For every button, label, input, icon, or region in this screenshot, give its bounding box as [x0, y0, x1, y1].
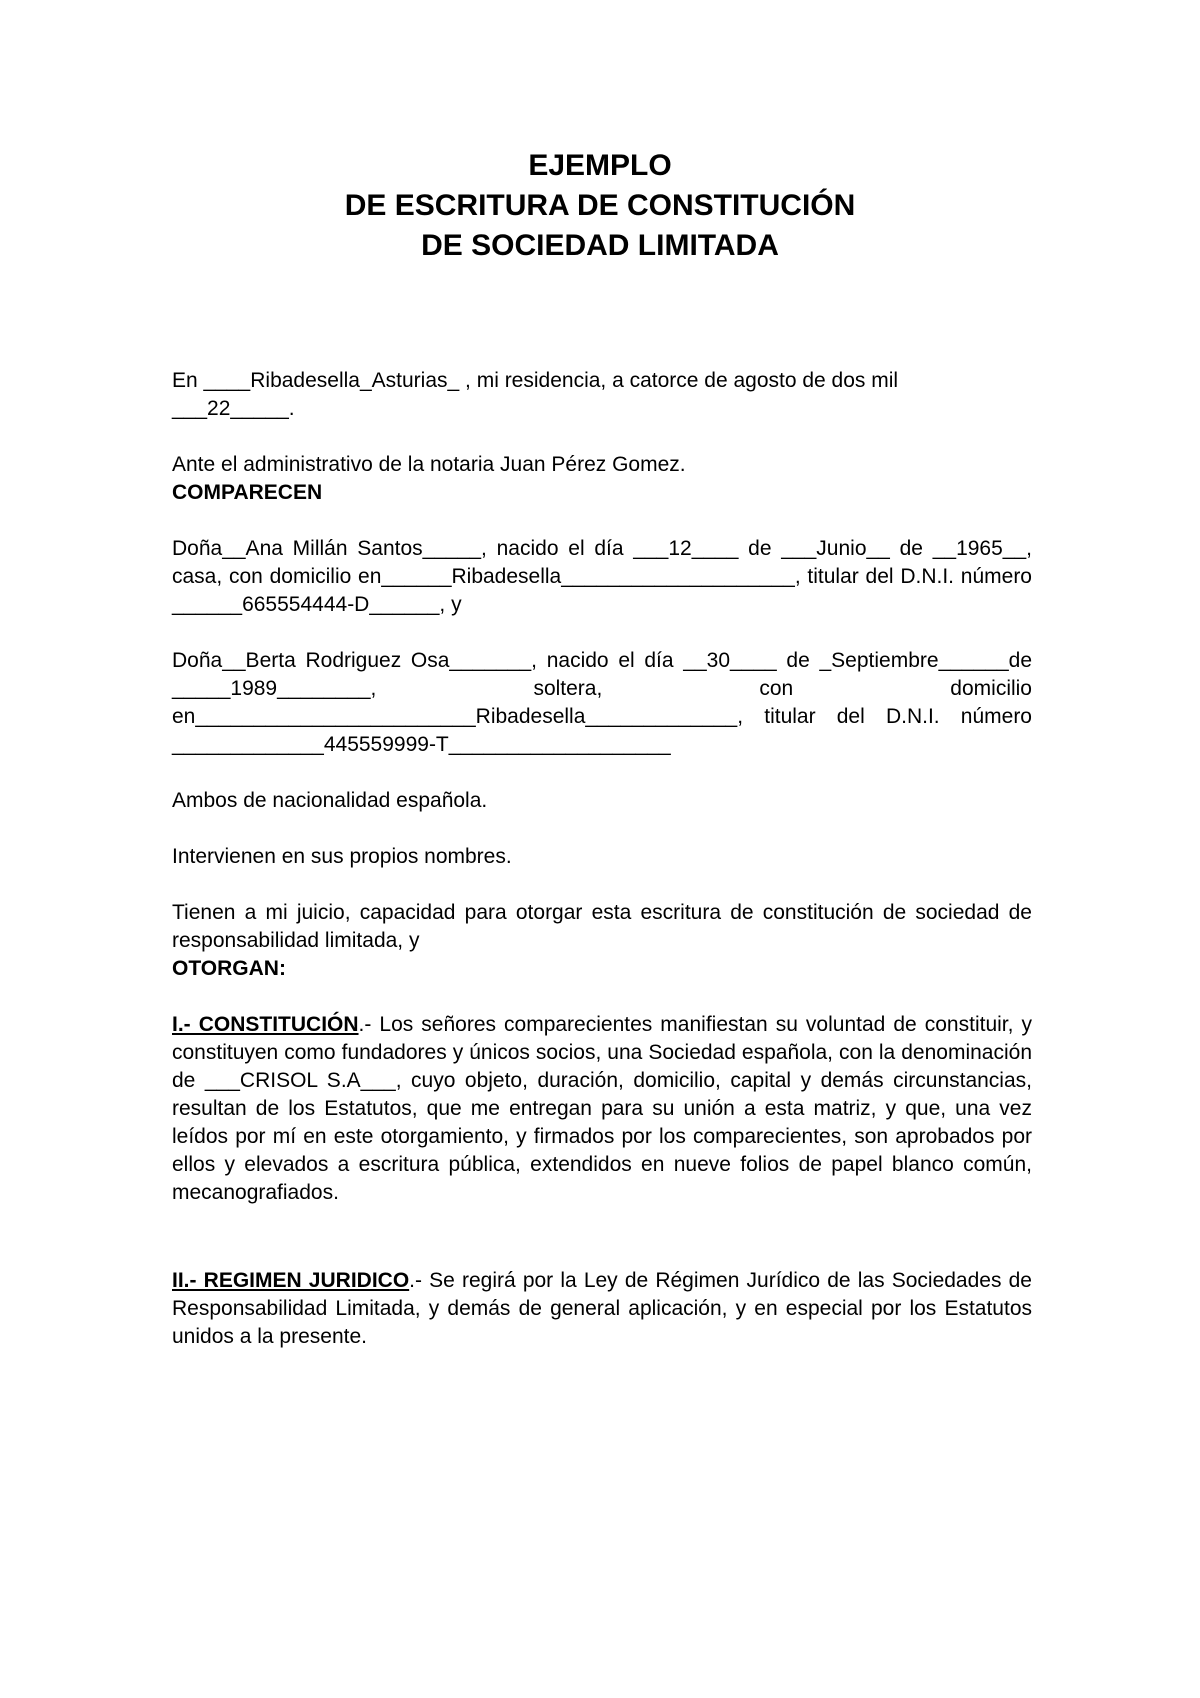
comparecen-heading: COMPARECEN: [172, 481, 323, 504]
clause-regimen-paragraph: [172, 1267, 1032, 1351]
document-body: [172, 367, 1032, 1351]
document-title: [0, 146, 1200, 266]
clause-constitucion-paragraph: [172, 1011, 1032, 1207]
clause-constitucion-text: .- Los señores comparecientes manifiestan su voluntad de constituir, y constituyen como fundadores y únicos socios, una Sociedad española, con la denominación de ___CRISOL S.A___, cuyo objeto, duración, domicilio, capital y demás circunstancias, resultan de los Estatutos, que me entregan para su unión a esta matriz, y que, una vez leídos por mí en este otorgamiento, y firmados por los comparecientes, son aprobados por ellos y elevados a escritura pública, extendidos en nueve folios de papel blanco común, mecanografiados.: [172, 1013, 1032, 1204]
clause-constitucion-label: I.- CONSTITUCIÓN: [172, 1013, 359, 1036]
intervene-paragraph: Intervienen en sus propios nombres.: [172, 845, 512, 868]
otorgan-heading: OTORGAN:: [172, 957, 286, 980]
place-date-line-2: ___22_____.: [172, 397, 295, 420]
title-line-2: DE ESCRITURA DE CONSTITUCIÓN: [344, 189, 856, 222]
title-line-1: EJEMPLO: [528, 149, 672, 182]
clause-regimen-text: .- Se regirá por la Ley de Régimen Jurídico de las Sociedades de Responsabilidad Limitada, y demás de general aplicación, y en especial por los Estatutos unidos a la presente.: [172, 1269, 1032, 1348]
notary-paragraph: Ante el administrativo de la notaria Juan Pérez Gomez.: [172, 453, 686, 476]
capacity-paragraph: Tienen a mi juicio, capacidad para otorgar esta escritura de constitución de sociedad de responsabilidad limitada, y: [172, 901, 1032, 952]
place-date-line-1: En ____Ribadesella_Asturias_ , mi residencia, a catorce de agosto de dos mil: [172, 369, 899, 392]
compareciente-1-paragraph: Doña__Ana Millán Santos_____, nacido el día ___12____ de ___Junio__ de __1965__, casa, con domicilio en______Ribadesella____________________, titular del D.N.I. número ______665554444-D______, y: [172, 537, 1032, 616]
title-line-3: DE SOCIEDAD LIMITADA: [421, 229, 779, 262]
compareciente-2-paragraph: Doña__Berta Rodriguez Osa_______, nacido el día __30____ de _Septiembre______de _____1989________, soltera, con domicilio en________________________Ribadesella_____________, titular del D.N.I. número _____________445559999-T___________________: [172, 649, 1032, 756]
nationality-paragraph: Ambos de nacionalidad española.: [172, 789, 488, 812]
clause-regimen-label: II.- REGIMEN JURIDICO: [172, 1269, 410, 1292]
